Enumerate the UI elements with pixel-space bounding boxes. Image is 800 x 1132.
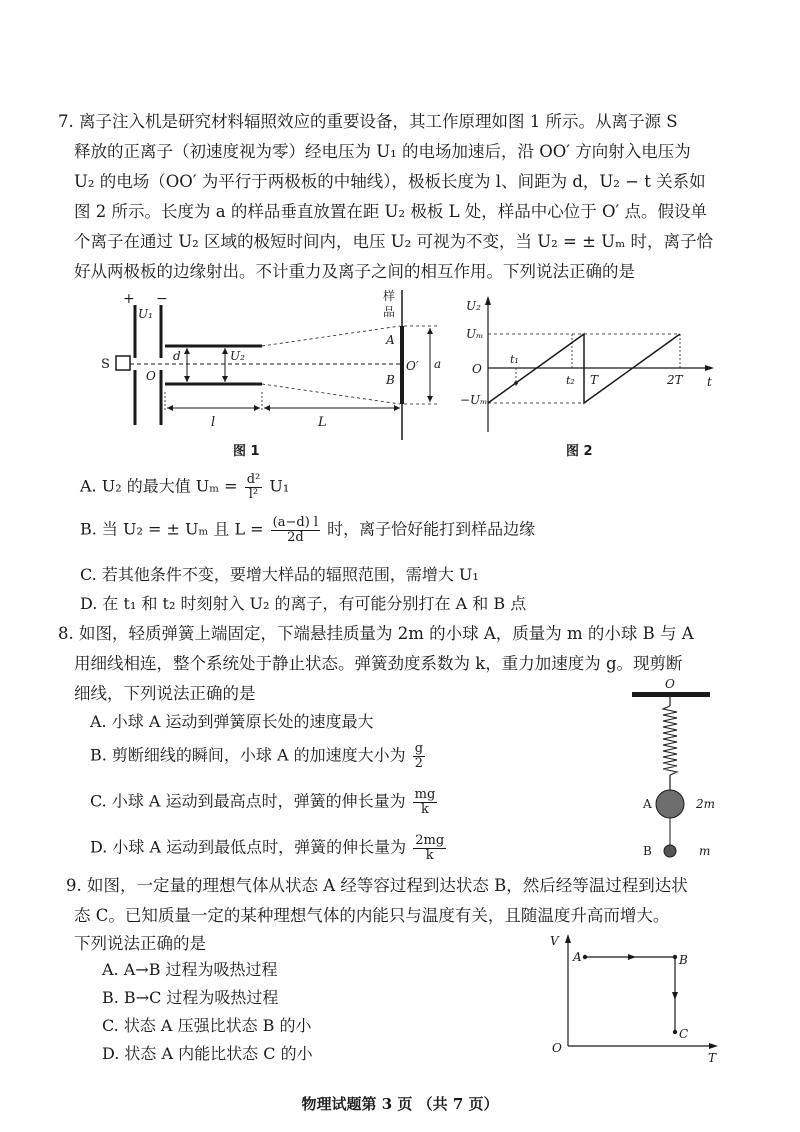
q8-O-label: O [665,677,675,691]
ball-B-label: B [643,844,652,858]
U1-label: U₁ [138,307,153,321]
source-S-label: S [101,357,110,372]
fig2-O-label: O [472,362,482,376]
l-label: l [211,415,216,430]
q8-optC-text: C. 小球 A 运动到最高点时，弹簧的伸长量为 [90,791,406,811]
q8-option-A: A. 小球 A 运动到弹簧原长处的速度最大 [90,712,374,731]
U2-label-fig1: U₂ [230,349,245,363]
q8-optD-num: 2mg [415,833,445,848]
a-label: a [434,357,442,371]
minus-sign: − [156,291,168,307]
fig2-t2-label: t₂ [566,374,575,387]
q8-optB-num: g [414,741,424,756]
fig2-2T-label: 2T [667,373,683,387]
state-A-point [583,955,587,959]
O-prime-label: O′ [406,359,419,373]
q7-optA-post: U₁ [269,476,290,496]
q7-line-5: 个离子在通过 U₂ 区域的极短时间内，电压 U₂ 可视为不变，当 U₂ = ± Uₘ 时，离子恰 [74,232,713,251]
fig2-U2-label: U₂ [466,299,481,313]
q9-option-D: D. 状态 A 内能比状态 C 的小 [102,1044,313,1063]
q9-option-C: C. 状态 A 压强比状态 B 的小 [102,1016,312,1035]
T-axis-label: T [708,1051,717,1065]
q7-optB-num: (a−d) l [272,515,319,530]
q8-optB-text: B. 剪断细线的瞬间，小球 A 的加速度大小为 [90,745,406,765]
fig1-caption: 图 1 [233,444,260,459]
q9-option-B: B. B→C 过程为吸热过程 [102,988,279,1007]
q7-optA-text: A. U₂ 的最大值 Uₘ = [80,476,238,496]
page-footer: 物理试题第 3 页 （共 7 页） [301,1095,499,1113]
q7-optA-den: l² [248,486,259,502]
q7-optB-text: B. 当 U₂ = ± Uₘ 且 L = [80,519,264,539]
q8-optC-den: k [421,801,429,817]
fig2-Um-label: Uₘ [466,327,484,341]
q7-option-C: C. 若其他条件不变，要增大样品的辐照范围，需增大 U₁ [80,565,479,584]
origin-label: O [552,1041,562,1055]
q8-optD-den: k [425,847,434,863]
q8-optD-text: D. 小球 A 运动到最低点时，弹簧的伸长量为 [90,837,407,857]
point-B-label: B [386,373,395,387]
q9-line-3: 下列说法正确的是 [74,934,206,953]
q7-line-6: 好从两极板的边缘射出。不计重力及离子之间的相互作用。下列说法正确的是 [74,262,635,281]
q9-line-1: 9. 如图，一定量的理想气体从状态 A 经等容过程到达状态 B，然后经等温过程到达状 [66,876,688,895]
d-label: d [173,349,181,363]
ball-A-label: A [643,797,652,811]
plus-sign: + [123,291,135,307]
fig2-t1-label: t₁ [510,353,519,366]
q7-optA-num: d² [246,472,261,487]
q9-line-2: 态 C。已知质量一定的某种理想气体的内能只与温度有关，且随温度升高而增大。 [74,906,670,925]
sample-char-2: 品 [383,305,396,319]
q9-option-A: A. A→B 过程为吸热过程 [102,960,278,979]
q8-line-1: 8. 如图，轻质弹簧上端固定，下端悬挂质量为 2m 的小球 A，质量为 m 的小球 B 与 A [58,624,694,643]
ball-B-mass-label: m [699,844,711,858]
sample-char-1: 样 [383,289,396,303]
state-C-label: C [679,1027,689,1041]
q7-optB-post: 时，离子恰好能打到样品边缘 [327,519,536,539]
q7-option-D: D. 在 t₁ 和 t₂ 时刻射入 U₂ 的离子，有可能分别打在 A 和 B 点 [80,594,527,613]
V-axis-label: V [550,934,559,948]
fig2-t-label: t [707,375,712,389]
q7-line-4: 图 2 所示。长度为 a 的样品垂直放置在距 U₂ 极板 L 处，样品中心位于 O′ 点。假设单 [74,202,708,221]
q8-optC-num: mg [414,787,436,802]
q8-line-3: 细线，下列说法正确的是 [74,684,256,703]
q8-optB-den: 2 [414,755,424,771]
fig2-negUm-label: −Uₘ [460,393,488,407]
ball-A-mass-label: 2m [696,797,716,811]
state-C-point [673,1030,677,1034]
q7-line-2: 释放的正离子（初速度视为零）经电压为 U₁ 的电场加速后，沿 OO′ 方向射入电压为 [74,142,691,161]
fig2-T-label: T [590,373,599,387]
O-label: O [146,369,156,383]
q7-line-3: U₂ 的电场（OO′ 为平行于两极板的中轴线），极板长度为 l、间距为 d，U₂ − t 关系如 [74,172,706,191]
fig2-caption: 图 2 [566,444,593,459]
q7-line-1: 7. 离子注入机是研究材料辐照效应的重要设备，其工作原理如图 1 所示。从离子源 S [58,112,678,131]
L-label: L [318,415,327,430]
q7-optB-den: 2d [287,529,304,545]
point-A-label: A [386,333,395,347]
q8-line-2: 用细线相连，整个系统处于静止状态。弹簧劲度系数为 k，重力加速度为 g。现剪断 [74,654,683,673]
state-B-point [673,955,677,959]
state-A-label: A [573,950,582,964]
state-B-label: B [679,953,688,967]
